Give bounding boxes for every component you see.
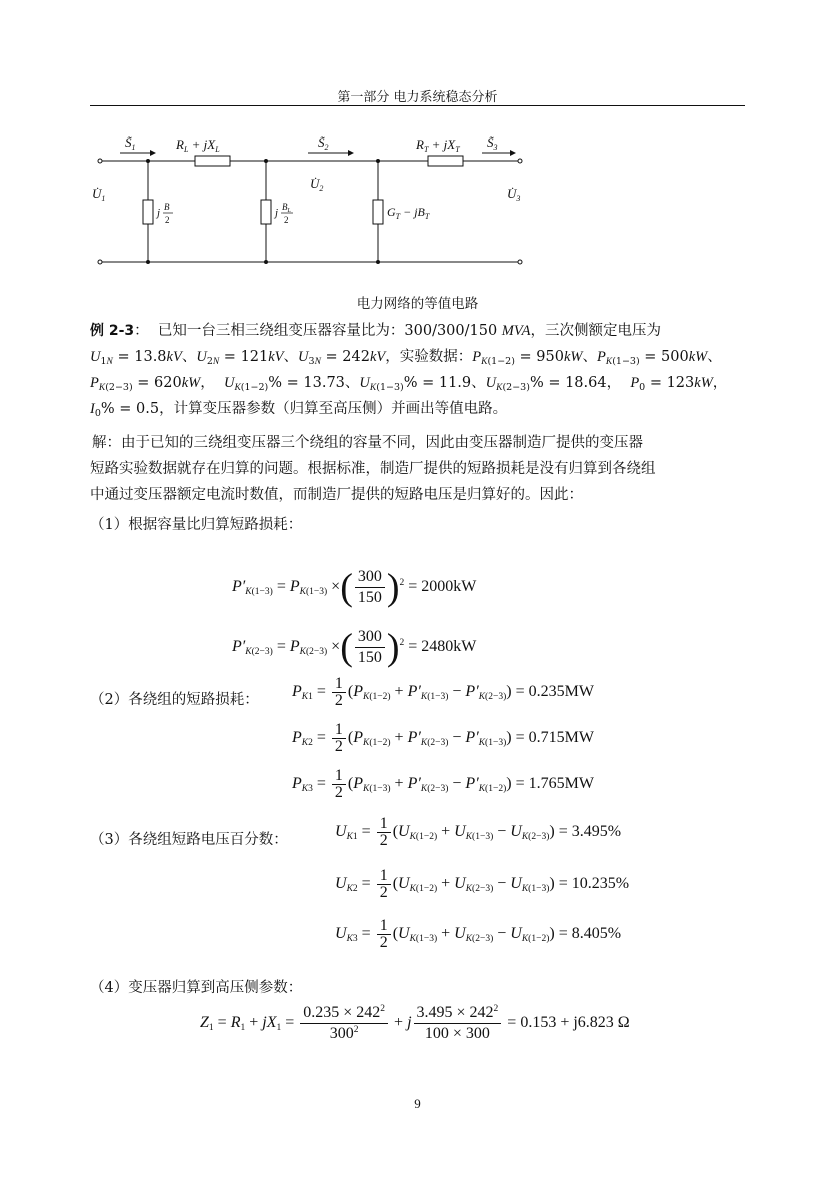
header-rule <box>90 105 745 106</box>
page-header: 第一部分 电力系统稳态分析 <box>337 90 498 105</box>
equation-pk23: $P'_{K(2-3)} = P_{K(2-3)}$ ×( $\frac{300}{150}$ )$^2$ = 2480kW <box>232 626 477 669</box>
equivalent-circuit-diagram <box>90 130 530 275</box>
equation-pk13: $P'_{K(1-3)} = P_{K(1-3)}$ ×( $\frac{300}{150}$ )$^2$ = 2000kW <box>232 566 477 609</box>
label-s3: $S̃_3$ <box>487 135 498 152</box>
equation-uk1: $U_{K1}$ = $\frac{1}{2}$ $(U_{K(1-2)} + U_{K(1-3)} - U_{K(2-3)}) = 3.495\%$ <box>335 815 622 849</box>
svg-text:BL: $B_L$ <box>282 202 291 214</box>
equation-uk2: $U_{K2}$ = $\frac{1}{2}$ $(U_{K(1-2)} + U_{K(2-3)} - U_{K(1-3)}) = 10.235\%$ <box>335 867 630 901</box>
equation-pk2: $P_{K2}$ = $\frac{1}{2}$ $(P_{K(1-2)} + P'_{K(2-3)} - P'_{K(1-3)}) = 0.715MW$ <box>292 721 594 755</box>
label-s1: $S̃_1$ <box>125 135 136 152</box>
svg-text:2: 2 <box>165 215 170 225</box>
section-4-heading: （4）变压器归算到高压侧参数： <box>90 980 303 996</box>
label-u2: $U̇_2$ <box>310 176 324 193</box>
page-number: 9 <box>414 1096 421 1111</box>
label-rl: $R_L + jX_L$ <box>176 137 220 154</box>
svg-text:B: B <box>164 202 170 212</box>
section-2-heading: （2）各绕组的短路损耗： <box>90 692 259 708</box>
equation-pk3: $P_{K3}$ = $\frac{1}{2}$ $(P_{K(1-3)} + P'_{K(2-3)} - P'_{K(1-2)}) = 1.765MW$ <box>292 767 594 801</box>
label-u3: $U̇_3$ <box>507 186 521 203</box>
label-b2: j <box>275 207 279 219</box>
label-gt: $G_T - jB_T$ <box>387 205 430 221</box>
example-paragraph: 例 2-3： 已知一台三相三绕组变压器容量比为：300/300/150 MVA，三次侧额定电压为 $U_{1N} = 13.8kV$、$U_{2N} = 121kV$、$U_{3N} = 242kV$，实验数据：$P_{K(1-2)} = 950kW$、$P_{K(1-3)} = 500kW$、 $P_{K(2-3)} = 620kW$， $U_{K(1-2)}\% = 13.73$、$U_{K(1-3)}\% = 11.9$、$U_{K(2-3)}\% = 18.64$， $P_0 = 123kW$， $I_0\% = 0.5$，计算变压器参数（归算至高压侧）并画出等值电路。 <box>90 323 728 419</box>
example-label: 例 2-3 <box>90 323 135 339</box>
figure-caption: 电力网络的等值电路 <box>356 296 479 312</box>
svg-text:2: 2 <box>284 215 289 225</box>
equation-z1: $Z_1 = R_1 + jX_1$ = $\frac{0.235 \times 242^2}{300^2}$ + j $\frac{3.495 \times 242^2}{100 \times 300}$ = 0.153 + j6.823 Ω <box>200 1004 630 1042</box>
equation-uk3: $U_{K3}$ = $\frac{1}{2}$ $(U_{K(1-3)} + U_{K(2-3)} - U_{K(1-2)}) = 8.405\%$ <box>335 917 622 951</box>
label-rt: $R_T + jX_T$ <box>416 137 460 154</box>
solution-paragraph: 解：由于已知的三绕组变压器三个绕组的容量不同，因此由变压器制造厂提供的变压器 短路实验数据就存在归算的问题。根据标准，制造厂提供的短路损耗是没有归算到各绕组 中通过变压器额定电流时数值，而制造厂提供的短路电压是归算好的。因此： <box>90 435 656 503</box>
label-s2: $S̃_2$ <box>318 135 329 152</box>
label-u1: $U̇_1$ <box>92 186 106 203</box>
equation-pk1: $P_{K1}$ = $\frac{1}{2}$ $(P_{K(1-2)} + P'_{K(1-3)} - P'_{K(2-3)}) = 0.235MW$ <box>292 675 594 709</box>
section-3-heading: （3）各绕组短路电压百分数： <box>90 832 288 848</box>
section-1-heading: （1）根据容量比归算短路损耗： <box>90 517 303 533</box>
label-b1: j <box>157 207 161 219</box>
